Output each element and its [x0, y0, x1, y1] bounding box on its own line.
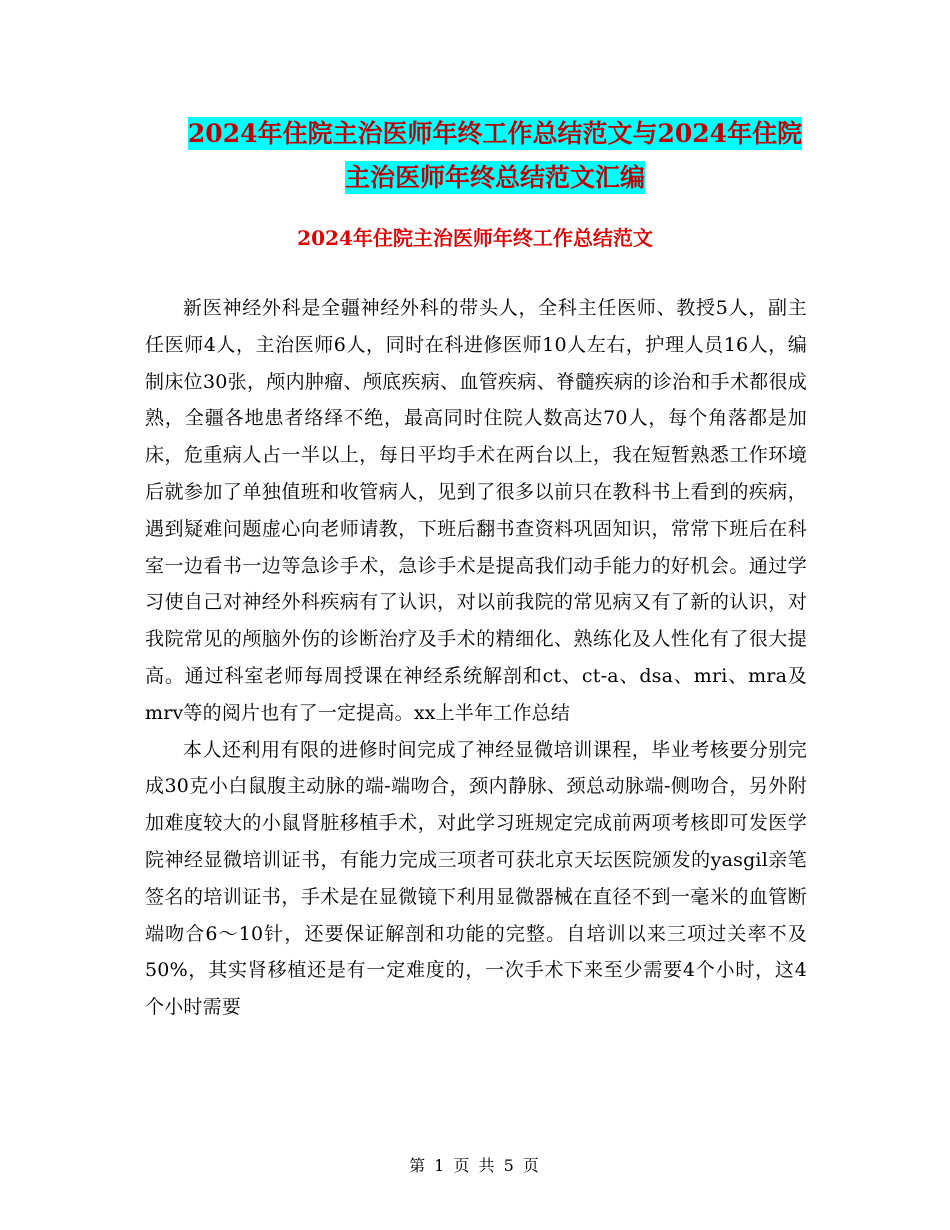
title-line-1: 2024年住院主治医师年终工作总结范文与2024年住院: [187, 119, 803, 148]
section-title: 2024年住院主治医师年终工作总结范文: [297, 226, 653, 250]
title-line-2: 主治医师年终总结范文汇编: [344, 163, 645, 192]
paragraph-1: 新医神经外科是全疆神经外科的带头人，全科主任医师、教授5人，副主任医师4人，主治医师6人，同时在科进修医师10人左右，护理人员16人，编制床位30张，颅内肿瘤、颅底疾病、血管疾病、脊髓疾病的诊治和手术都很成熟，全疆各地患者络绎不绝，最高同时住院人数高达70人，每个角落都是加床，危重病人占一半以上，每日平均手术在两台以上，我在短暂熟悉工作环境后就参加了单独值班和收管病人，见到了很多以前只在教科书上看到的疾病，遇到疑难问题虚心向老师请教，下班后翻书查资料巩固知识，常常下班后在科室一边看书一边等急诊手术，急诊手术是提高我们动手能力的好机会。通过学习使自己对神经外科疾病有了认识，对以前我院的常见病又有了新的认识，对我院常见的颅脑外伤的诊断治疗及手术的精细化、熟练化及人性化有了很大提高。通过科室老师每周授课在神经系统解剖和ct、ct-a、dsa、mri、mra及mrv等的阅片也有了一定提高。xx上半年工作总结: [145, 297, 807, 724]
document-body: [145, 290, 807, 1026]
paragraph-2: 本人还利用有限的进修时间完成了神经显微培训课程，毕业考核要分别完成30克小白鼠腹主动脉的端-端吻合，颈内静脉、颈总动脉端-侧吻合，另外附加难度较大的小鼠肾脏移植手术，对此学习班规定完成前两项考核即可发医学院神经显微培训证书，有能力完成三项者可获北京天坛医院颁发的yasgil亲笔签名的培训证书，手术是在显微镜下利用显微器械在直径不到一毫米的血管断端吻合6～10针，还要保证解剖和功能的完整。自培训以来三项过关率不及50%，其实肾移植还是有一定难度的，一次手术下来至少需要4个小时，这4个小时需要: [145, 738, 807, 1019]
page-footer: 第 1 页 共 5 页: [409, 1156, 541, 1175]
document-title: [145, 112, 845, 200]
